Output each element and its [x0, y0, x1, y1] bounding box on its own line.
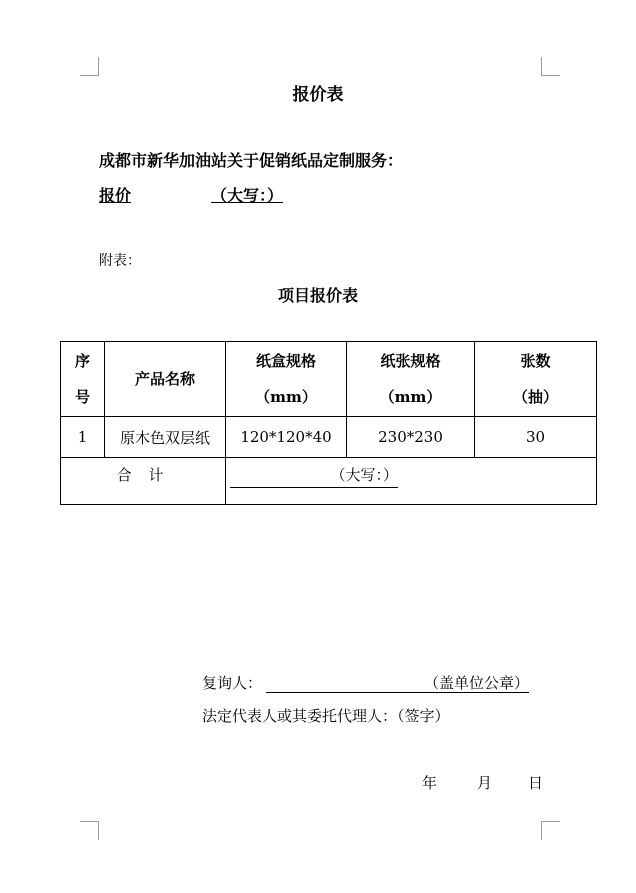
- header-cell-index: 序 号: [61, 342, 105, 417]
- reviewer-blank: [266, 678, 424, 693]
- table-row: [61, 417, 597, 458]
- price-line: [99, 183, 283, 206]
- quote-table: [60, 341, 597, 505]
- header-cell-paper-spec: 纸张规格 （mm）: [347, 342, 475, 417]
- cell-index: 1: [61, 417, 105, 458]
- price-label: 报价: [99, 186, 132, 205]
- attachment-label: 附表：: [99, 253, 141, 269]
- cell-paper-spec: 230*230: [347, 417, 475, 458]
- total-label: 合 计: [61, 458, 226, 505]
- header-cell-count: 张数 （抽）: [475, 342, 597, 417]
- cell-box-spec: 120*120*40: [226, 417, 347, 458]
- page-corner-mark-top-right: [541, 57, 560, 76]
- document-title: 报价表: [292, 85, 344, 105]
- page-corner-mark-bottom-left: [80, 821, 99, 840]
- page-corner-mark-bottom-right: [541, 821, 560, 840]
- table-header-row: [61, 342, 597, 417]
- table-total-row: [61, 458, 597, 505]
- reviewer-label: 复询人：: [202, 674, 263, 692]
- date-day: 日: [528, 774, 544, 792]
- header-cell-box-spec: 纸盒规格 （mm）: [226, 342, 347, 417]
- seal-note: （盖单位公章）: [424, 674, 530, 692]
- date-month: 月: [477, 774, 493, 792]
- page-corner-mark-top-left: [80, 57, 99, 76]
- subject-line: 成都市新华加油站关于促销纸品定制服务：: [99, 151, 404, 170]
- table-title: 项目报价表: [277, 286, 358, 305]
- cell-product-name: 原木色双层纸: [105, 417, 226, 458]
- cell-count: 30: [475, 417, 597, 458]
- header-cell-name: 产品名称: [105, 342, 226, 417]
- total-capital: （大写：）: [230, 464, 398, 488]
- price-capital: （大写：）: [211, 186, 284, 205]
- date-line: [422, 772, 543, 793]
- representative-line: 法定代表人或其委托代理人：（签字）: [202, 707, 450, 725]
- date-year: 年: [422, 774, 438, 792]
- reviewer-line: [202, 672, 529, 693]
- total-amount: [226, 458, 597, 505]
